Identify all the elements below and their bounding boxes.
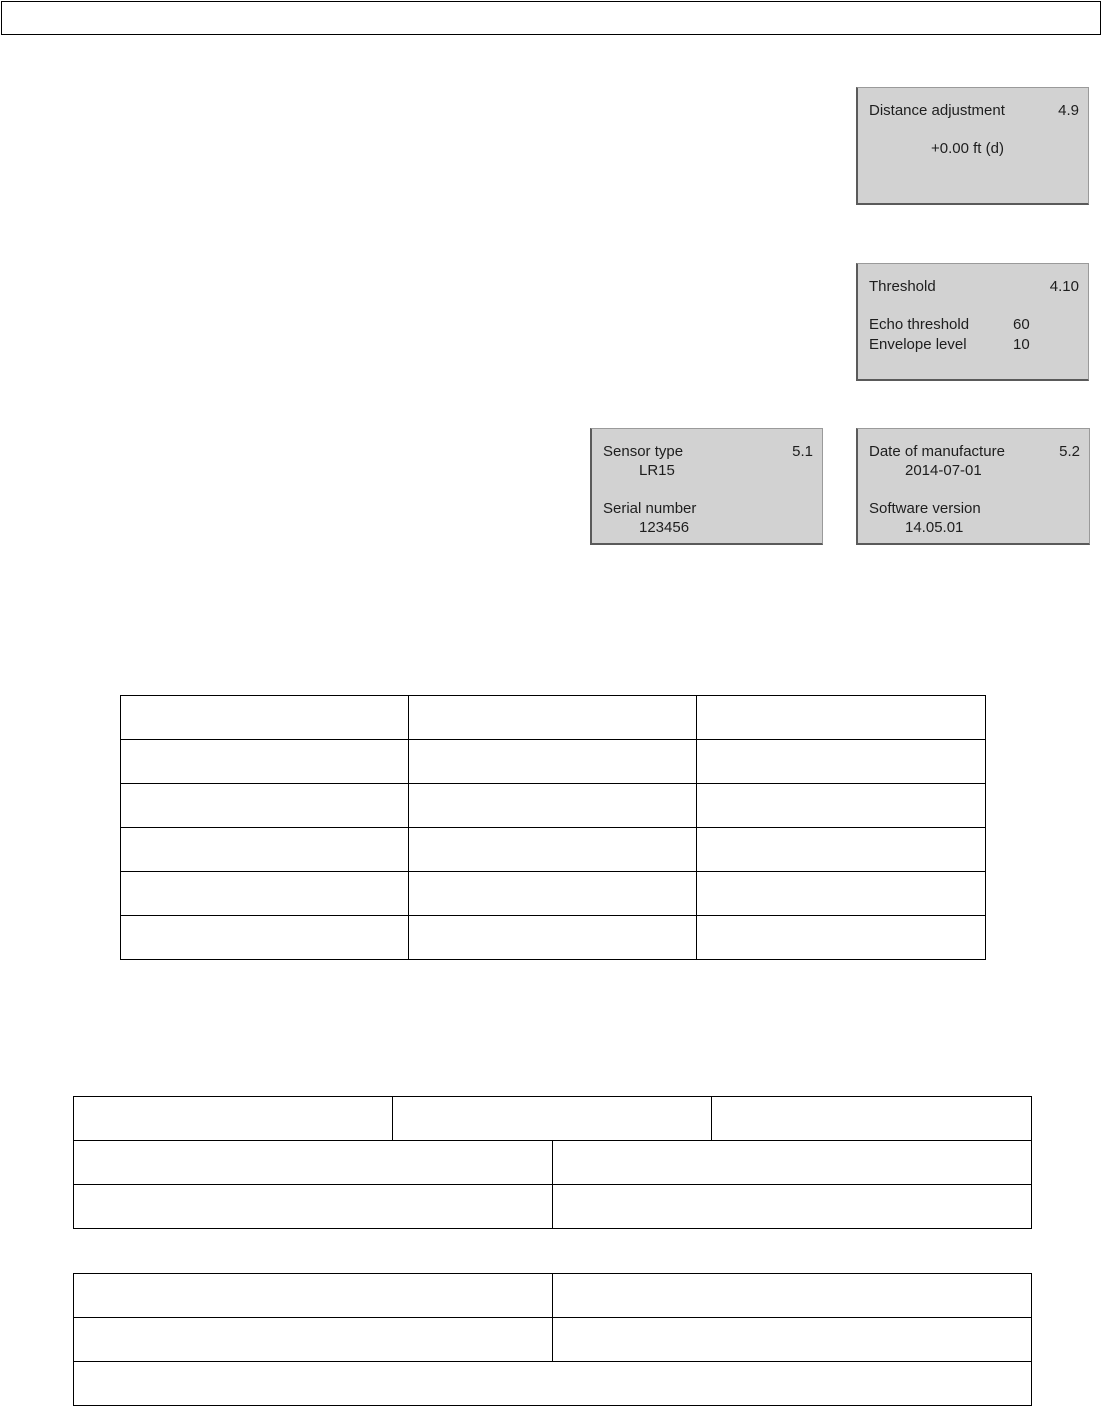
table-cell (409, 784, 697, 828)
table-cell (553, 1185, 1032, 1229)
parameter-table (120, 695, 986, 960)
info-table-lower (73, 1273, 1032, 1406)
envelope-level-value: 10 (1013, 336, 1030, 353)
panel-title: Distance adjustment (869, 102, 1005, 119)
table-row (121, 740, 986, 784)
software-version-value: 14.05.01 (905, 519, 964, 536)
sensor-type-value: LR15 (639, 462, 675, 479)
table-cell (409, 916, 697, 960)
table-row (121, 696, 986, 740)
table-row (74, 1185, 1032, 1229)
table-row (121, 784, 986, 828)
info-table-upper (73, 1096, 1032, 1229)
table-row (74, 1097, 1032, 1141)
panel-title: Threshold (869, 278, 936, 295)
table-cell (121, 696, 409, 740)
table-cell (74, 1318, 553, 1362)
table-cell (697, 828, 986, 872)
serial-number-label: Serial number (603, 500, 697, 517)
table-cell (121, 828, 409, 872)
date-of-manufacture-panel (856, 428, 1090, 545)
distance-value: +0.00 ft (d) (931, 140, 1004, 157)
table-cell (409, 696, 697, 740)
table-cell (74, 1274, 553, 1318)
table-row (74, 1362, 1032, 1406)
table-cell (712, 1097, 1032, 1141)
table-cell (697, 696, 986, 740)
software-version-label: Software version (869, 500, 981, 517)
table-cell (393, 1097, 712, 1141)
menu-number: 5.1 (792, 443, 813, 460)
table-cell (697, 740, 986, 784)
table-row (74, 1141, 1032, 1185)
table-cell (74, 1097, 393, 1141)
table-cell (553, 1274, 1032, 1318)
echo-threshold-value: 60 (1013, 316, 1030, 333)
table-row (74, 1318, 1032, 1362)
table-cell (409, 872, 697, 916)
table-cell (553, 1141, 1032, 1185)
table-cell (121, 872, 409, 916)
table-cell (121, 784, 409, 828)
serial-number-value: 123456 (639, 519, 690, 536)
table-row (74, 1274, 1032, 1318)
table-cell (121, 740, 409, 784)
table-cell (74, 1362, 1032, 1406)
panel-title: Date of manufacture (869, 443, 1005, 460)
menu-number: 5.2 (1059, 443, 1080, 460)
table-cell (409, 740, 697, 784)
table-cell (121, 916, 409, 960)
table-cell (697, 784, 986, 828)
distance-adjustment-panel (856, 87, 1089, 205)
menu-number: 4.9 (1058, 102, 1079, 119)
table-cell (74, 1141, 553, 1185)
header-frame (1, 1, 1101, 35)
envelope-level-label: Envelope level (869, 336, 967, 353)
table-cell (74, 1185, 553, 1229)
echo-threshold-label: Echo threshold (869, 316, 970, 333)
sensor-type-panel (590, 428, 823, 545)
table-cell (697, 916, 986, 960)
table-row (121, 872, 986, 916)
panel-title: Sensor type (603, 443, 684, 460)
menu-number: 4.10 (1049, 278, 1079, 295)
table-cell (697, 872, 986, 916)
manufacture-date-value: 2014-07-01 (905, 462, 982, 479)
threshold-panel (856, 263, 1089, 381)
table-cell (409, 828, 697, 872)
table-row (121, 916, 986, 960)
table-cell (553, 1318, 1032, 1362)
table-row (121, 828, 986, 872)
